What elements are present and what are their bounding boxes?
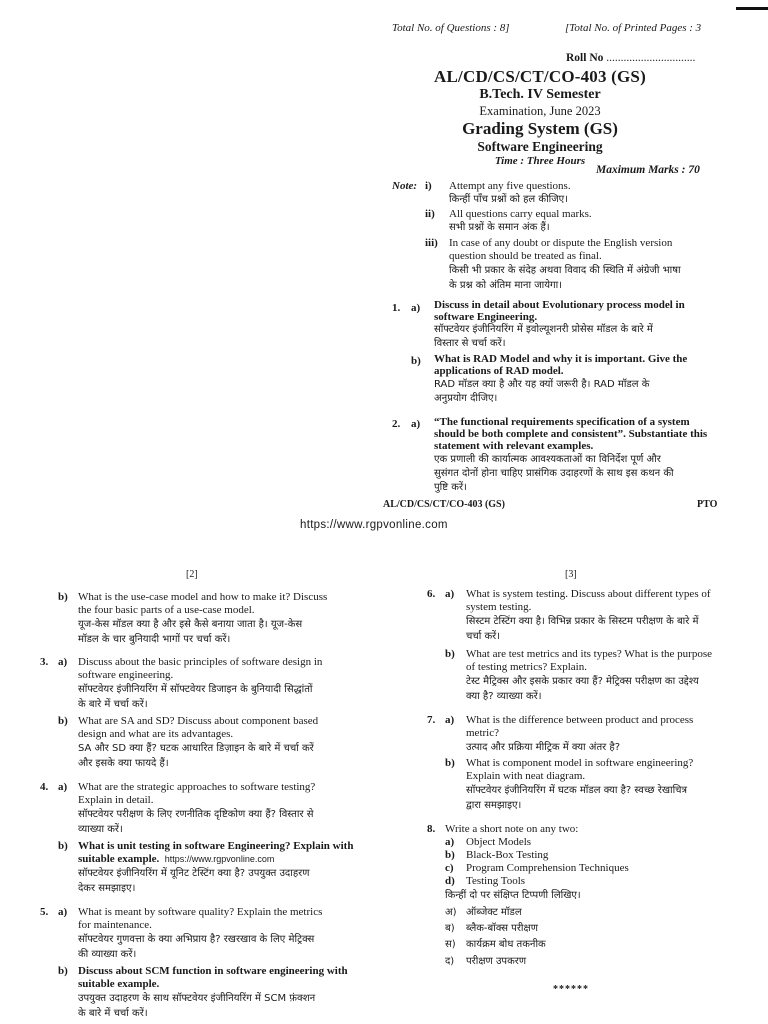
q6-number: 6. <box>427 588 436 600</box>
grading-system: Grading System (GS) <box>462 119 618 138</box>
q4a-en-line2: Explain in detail. <box>78 794 154 806</box>
q6a-hi-line1: सिस्टम टेस्टिंग क्या है। विभिन्न प्रकार के सिस्टम परीक्षण के बारे में <box>466 616 699 627</box>
q2b-en-line2: the four basic parts of a use-case model. <box>78 604 255 616</box>
q3a-label: a) <box>58 656 68 668</box>
q4a-hi-line1: सॉफ्टवेयर परीक्षण के लिए रणनीतिक दृष्टिकोण क्या हैं? विस्तार से <box>78 809 314 820</box>
q8-hi-item-4-label: द) <box>445 956 455 967</box>
q2a-en-line2: should be both complete and consistent”. Substantiate this <box>434 428 708 440</box>
q4b-en-line2 <box>78 853 274 866</box>
q6b-hi-line1: टेस्ट मैट्रिक्स और इसके प्रकार क्या हैं? मेट्रिक्स परीक्षण का उद्देश्य <box>466 676 699 687</box>
subject-title: Software Engineering <box>477 139 603 154</box>
q7a-en-line1: What is the difference between product and process <box>466 714 694 726</box>
q5b-label: b) <box>58 965 68 977</box>
page1-footer-code: AL/CD/CS/CT/CO-403 (GS) <box>383 499 505 510</box>
q2a-hi-line3: पुष्टि करें। <box>434 482 467 493</box>
q2a-hi-line2: सुसंगत दोनों होना चाहिए प्रासंगिक उदाहरणों के साथ इस कथन की <box>434 468 674 479</box>
pto-mark: PTO <box>697 499 718 510</box>
q8-item-a-text: Object Models <box>466 836 532 848</box>
q2a-hi-line1: एक प्रणाली की कार्यात्मक आवश्यकताओं का विनिर्देश पूर्ण और <box>434 454 661 465</box>
note-iii-hi2: के प्रश्न को अंतिम माना जायेगा। <box>449 280 563 291</box>
q1a-en-line1: Discuss in detail about Evolutionary process model in <box>434 299 685 311</box>
q8-hi-item-2-label: ब) <box>445 923 455 934</box>
q8-hi-intro: किन्हीं दो पर संक्षिप्त टिप्पणी लिखिए। <box>445 890 581 901</box>
q4b-hi-line1: सॉफ्टवेयर इंजीनियरिंग में यूनिट टेस्टिंग क्या है? उपयुक्त उदाहरण <box>78 868 310 879</box>
roll-no-field <box>566 52 695 64</box>
q8-number: 8. <box>427 823 436 835</box>
top-edge-mark <box>736 7 768 10</box>
q5b-hi-line1: उपयुक्त उदाहरण के साथ सॉफ्टवेयर इंजीनियरिंग में SCM फ़ंक्शन <box>78 993 316 1004</box>
q3b-hi-line2: और इसके क्या फायदे हैं। <box>78 758 169 769</box>
q4b-inline-url: https://www.rgpvonline.com <box>164 854 275 864</box>
q2b-hi-line2: मॉडल के चार बुनियादी भागों पर चर्चा करें। <box>78 634 231 645</box>
q7b-en-line2: Explain with neat diagram. <box>466 770 586 782</box>
q2b-hi-line1: यूज-केस मॉडल क्या है और इसे कैसे बनाया जाता है। यूज-केस <box>78 619 303 630</box>
q5a-hi-line2: की व्याख्या करें। <box>78 949 137 960</box>
q2b-label: b) <box>58 591 68 603</box>
q5a-hi-line1: सॉफ्टवेयर गुणवत्ता के क्या अभिप्राय है? रखरखाव के लिए मेट्रिक्स <box>78 934 315 945</box>
q7b-en-line1: What is component model in software engineering? <box>466 757 694 769</box>
q7b-hi-line1: सॉफ्टवेयर इंजीनियरिंग में घटक मॉडल क्या है? स्वच्छ रेखाचित्र <box>466 785 688 796</box>
q3b-hi-line1: SA और SD क्या हैं? घटक आधारित डिज़ाइन के बारे में चर्चा करें <box>78 743 314 754</box>
q5a-en-line1: What is meant by software quality? Explain the metrics <box>78 906 323 918</box>
q7b-label: b) <box>445 757 455 769</box>
q6b-en-line1: What are test metrics and its types? What is the purpose <box>466 648 713 660</box>
q5a-label: a) <box>58 906 68 918</box>
q6a-hi-line2: चर्चा करें। <box>466 631 501 642</box>
q8-intro: Write a short note on any two: <box>445 823 579 835</box>
watermark-url: https://www.rgpvonline.com <box>300 519 448 531</box>
q3a-hi-line1: सॉफ्टवेयर इंजीनियरिंग में सॉफ्टवेयर डिजाइन के बुनियादी सिद्धांतों <box>78 684 313 695</box>
q8-item-d-text: Testing Tools <box>466 875 526 887</box>
total-pages: [Total No. of Printed Pages : 3 <box>565 22 702 34</box>
note-ii-num: ii) <box>425 208 435 220</box>
q1b-en-line2: applications of RAD model. <box>434 365 564 377</box>
q1b-label: b) <box>411 355 421 367</box>
q3a-en-line1: Discuss about the basic principles of software design in <box>78 656 323 668</box>
note-iii-en1: In case of any doubt or dispute the English version <box>449 237 673 249</box>
note-iii-hi1: किसी भी प्रकार के संदेह अथवा विवाद की स्थिति में अंग्रेजी भाषा <box>449 265 681 276</box>
page-2-number: [2] <box>186 569 198 580</box>
note-i-en: Attempt any five questions. <box>449 180 571 192</box>
q1-number: 1. <box>392 302 401 314</box>
q7-number: 7. <box>427 714 436 726</box>
q4a-hi-line2: व्याख्या करें। <box>78 824 123 835</box>
q8-item-c-label: c) <box>445 862 454 874</box>
q3b-en-line2: design and what are its advantages. <box>78 728 234 740</box>
exam-time: Time : Three Hours <box>494 155 586 167</box>
q7b-hi-line2: द्वारा समझाइए। <box>466 800 522 811</box>
q6b-label: b) <box>445 648 455 660</box>
q1b-hi-line1: RAD मॉडल क्या है और यह क्यों जरूरी है। RAD मॉडल के <box>434 379 650 390</box>
q2a-label: a) <box>411 418 421 430</box>
q1a-label: a) <box>411 302 421 314</box>
exam-session: Examination, June 2023 <box>479 104 601 118</box>
q8-item-b-label: b) <box>445 849 455 861</box>
q5b-en-line1: Discuss about SCM function in software engineering with <box>78 965 348 977</box>
q2b-en-line1: What is the use-case model and how to make it? Discuss <box>78 591 328 603</box>
end-of-paper-stars: ****** <box>553 984 589 995</box>
q8-item-a-label: a) <box>445 836 455 848</box>
q6a-label: a) <box>445 588 455 600</box>
total-questions: Total No. of Questions : 8] <box>392 22 510 34</box>
q8-hi-item-4-text: परीक्षण उपकरण <box>466 956 527 967</box>
q2a-en-line1: “The functional requirements specification of a system <box>434 416 690 428</box>
q6b-hi-line2: क्या है? व्याख्या करें। <box>466 691 542 702</box>
q1a-en-line2: software Engineering. <box>434 311 538 323</box>
page-3-number: [3] <box>565 569 577 580</box>
q1a-hi-line1: सॉफ्टवेयर इंजीनियरिंग में इवोल्यूशनरी प्रोसेस मॉडल के बारे में <box>434 324 653 335</box>
note-i-num: i) <box>425 180 432 192</box>
q3b-en-line1: What are SA and SD? Discuss about component based <box>78 715 319 727</box>
q6a-en-line2: system testing. <box>466 601 532 613</box>
q1b-hi-line2: अनुप्रयोग दीजिए। <box>434 393 498 404</box>
q5a-en-line2: for maintenance. <box>78 919 152 931</box>
q1b-en-line1: What is RAD Model and why it is important. Give the <box>434 353 688 365</box>
roll-no-dots: ............................... <box>606 52 696 64</box>
q2-number: 2. <box>392 418 401 430</box>
q7a-hi-line1: उत्पाद और प्रक्रिया मीट्रिक में क्या अंतर है? <box>466 742 621 753</box>
note-iii-en2: question should be treated as final. <box>449 250 602 262</box>
q5-number: 5. <box>40 906 49 918</box>
q2a-en-line3: statement with relevant examples. <box>434 440 594 452</box>
q8-item-c-text: Program Comprehension Techniques <box>466 862 629 874</box>
q8-hi-item-2-text: ब्लैक-बॉक्स परीक्षण <box>466 923 538 934</box>
note-iii-num: iii) <box>425 237 438 249</box>
roll-no-label: Roll No <box>566 52 604 64</box>
q8-hi-item-3-text: कार्यक्रम बोध तकनीक <box>466 939 546 950</box>
semester: B.Tech. IV Semester <box>479 87 601 102</box>
q4-number: 4. <box>40 781 49 793</box>
q6b-en-line2: of testing metrics? Explain. <box>466 661 587 673</box>
q8-item-b-text: Black-Box Testing <box>466 849 549 861</box>
q4a-en-line1: What are the strategic approaches to software testing? <box>78 781 316 793</box>
q3b-label: b) <box>58 715 68 727</box>
note-i-hi: किन्हीं पाँच प्रश्नों को हल कीजिए। <box>449 194 568 205</box>
q4b-en-line2-text: suitable example. <box>78 853 160 865</box>
q4b-hi-line2: देकर समझाइए। <box>78 883 136 894</box>
q8-hi-item-1-label: अ) <box>445 907 457 918</box>
q3a-en-line2: software engineering. <box>78 669 174 681</box>
max-marks: Maximum Marks : 70 <box>596 164 700 176</box>
q3a-hi-line2: के बारे में चर्चा करें। <box>78 699 148 710</box>
q4a-label: a) <box>58 781 68 793</box>
note-ii-en: All questions carry equal marks. <box>449 208 592 220</box>
q5b-en-line2: suitable example. <box>78 978 160 990</box>
q1a-hi-line2: विस्तार से चर्चा करें। <box>434 338 506 349</box>
q3-number: 3. <box>40 656 49 668</box>
paper-code: AL/CD/CS/CT/CO-403 (GS) <box>434 67 646 86</box>
q4b-en-line1: What is unit testing in software Engineering? Explain with <box>78 840 354 852</box>
note-ii-hi: सभी प्रश्नों के समान अंक हैं। <box>449 222 550 233</box>
q5b-hi-line2: के बारे में चर्चा करें। <box>78 1008 148 1019</box>
q8-hi-item-1-text: ऑब्जेक्ट मॉडल <box>466 907 522 918</box>
q8-item-d-label: d) <box>445 875 455 887</box>
q7a-label: a) <box>445 714 455 726</box>
q4b-label: b) <box>58 840 68 852</box>
q8-hi-item-3-label: स) <box>445 939 456 950</box>
note-label: Note: <box>392 180 418 192</box>
q6a-en-line1: What is system testing. Discuss about different types of <box>466 588 711 600</box>
q7a-en-line2: metric? <box>466 727 499 739</box>
